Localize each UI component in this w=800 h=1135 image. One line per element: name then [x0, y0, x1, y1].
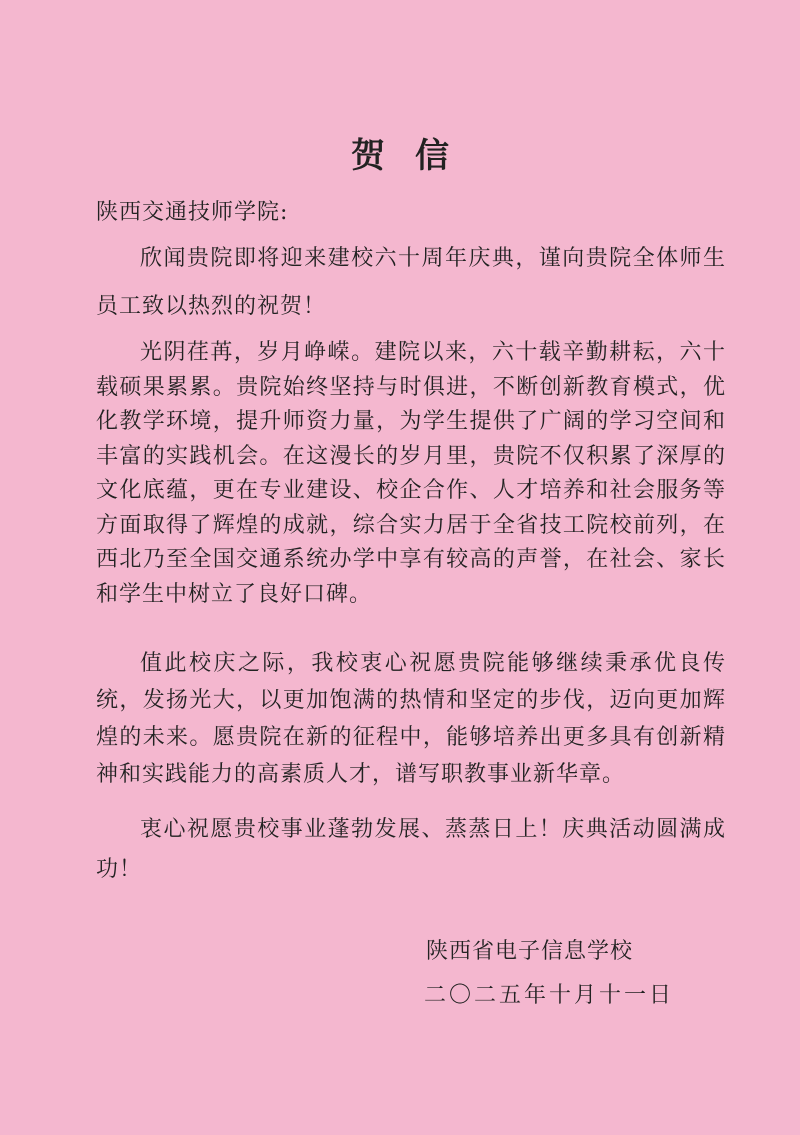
- letter-paragraph-1: 欣闻贵院即将迎来建校六十周年庆典，谨向贵院全体师生员工致以热烈的祝贺！: [96, 246, 726, 319]
- signature-organization: 陕西省电子信息学校: [426, 939, 634, 964]
- letter-title: 贺信: [351, 136, 479, 176]
- signature-date: 二〇二五年十月十一日: [424, 983, 675, 1008]
- letter-paragraph-4: 衷心祝愿贵校事业蓬勃发展、蒸蒸日上！庆典活动圆满成功！: [96, 817, 726, 882]
- letter-paragraph-2: 光阴荏苒，岁月峥嵘。建院以来，六十载辛勤耕耘，六十载硕果累累。贵院始终坚持与时俱进，不断创新教育模式，优化教学环境，提升师资力量，为学生提供了广阔的学习空间和丰富的实践机会。在这漫长的岁月里，贵院不仅积累了深厚的文化底蕴，更在专业建设、校企合作、人才培养和社会服务等方面取得了辉煌的成就，综合实力居于全省技工院校前列，在西北乃至全国交通系统办学中享有较高的声誉，在社会、家长和学生中树立了良好口碑。: [96, 340, 726, 607]
- letter-paragraph-3: 值此校庆之际，我校衷心祝愿贵院能够继续秉承优良传统，发扬光大，以更加饱满的热情和坚定的步伐，迈向更加辉煌的未来。愿贵院在新的征程中，能够培养出更多具有创新精神和实践能力的高素质人才，谱写职教事业新华章。: [96, 651, 726, 787]
- letter-salutation: 陕西交通技师学院:: [96, 200, 289, 225]
